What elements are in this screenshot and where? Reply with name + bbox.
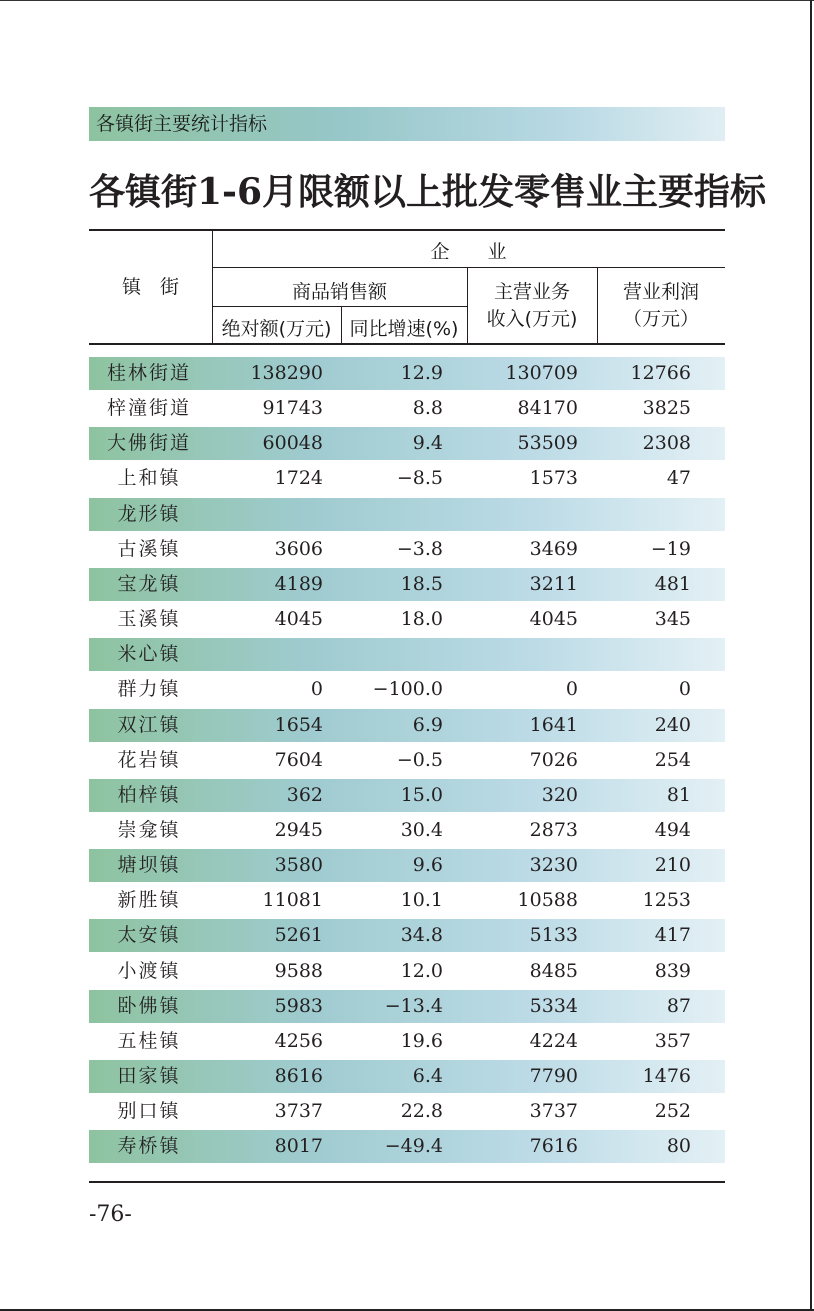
profit-value: 1253	[642, 889, 691, 912]
sales-value: 8017	[274, 1135, 323, 1158]
header-group: 企 业	[430, 241, 507, 263]
header-row-label: 镇 街	[121, 276, 179, 298]
revenue-value: 84170	[517, 397, 578, 420]
revenue-value: 7026	[529, 748, 578, 771]
sales-value: 91743	[262, 397, 323, 420]
sales-value: 1724	[274, 467, 323, 490]
profit-value: 80	[666, 1135, 691, 1158]
table-row	[89, 849, 725, 882]
table-bottom-rule	[89, 1181, 725, 1183]
section-label: 各镇街主要统计指标	[89, 107, 725, 141]
revenue-value: 4045	[529, 608, 578, 631]
growth-value: 6.4	[412, 1065, 443, 1087]
row-name: 古溪镇	[117, 537, 181, 560]
revenue-value: 7616	[529, 1135, 578, 1158]
revenue-value: 3211	[529, 572, 578, 595]
table-row	[89, 603, 725, 636]
profit-value: 47	[666, 467, 691, 490]
profit-value: 345	[654, 608, 691, 631]
header-profit-line1: 营业利润	[622, 281, 699, 303]
row-name: 柏梓镇	[117, 783, 181, 806]
row-name: 卧佛镇	[117, 994, 181, 1017]
sales-value: 3737	[274, 1100, 323, 1123]
page-number: -76-	[89, 1202, 132, 1227]
growth-value: −3.8	[396, 537, 443, 560]
table-row	[89, 1130, 725, 1163]
profit-value: 12766	[630, 362, 691, 384]
profit-value: 839	[654, 959, 691, 982]
sales-value: 362	[286, 783, 323, 806]
growth-value: 12.0	[400, 959, 443, 982]
row-name: 桂林街道	[106, 362, 191, 384]
header-revenue-line2: 收入(万元)	[486, 308, 578, 330]
profit-value: 494	[654, 818, 691, 841]
profit-value: 87	[666, 994, 691, 1017]
growth-value: −100.0	[372, 678, 443, 701]
growth-value: 19.6	[400, 1029, 443, 1052]
table-row	[89, 814, 725, 847]
sales-value: 11081	[262, 889, 323, 912]
revenue-value: 8485	[529, 959, 578, 982]
page-frame-right	[810, 0, 812, 1311]
revenue-value: 53509	[517, 432, 578, 455]
sales-value: 2945	[274, 818, 323, 841]
header-sales: 商品销售额	[291, 281, 387, 303]
table-row	[89, 568, 725, 601]
growth-value: −49.4	[384, 1135, 443, 1158]
sales-value: 3580	[274, 854, 323, 877]
profit-value: 1476	[642, 1065, 691, 1087]
row-name: 双江镇	[117, 713, 181, 736]
page-frame-top	[0, 0, 814, 1]
sales-value: 4256	[274, 1029, 323, 1052]
growth-value: 18.5	[400, 572, 443, 595]
growth-value: −13.4	[384, 994, 443, 1017]
sales-value: 3606	[274, 537, 323, 560]
profit-value: 2308	[642, 432, 691, 455]
sales-value: 4189	[274, 572, 323, 595]
table-row	[89, 1095, 725, 1128]
growth-value: 10.1	[400, 889, 443, 912]
sales-value: 60048	[262, 432, 323, 455]
table-row	[89, 1025, 725, 1058]
growth-value: −0.5	[396, 748, 443, 771]
growth-value: 9.4	[412, 432, 443, 455]
profit-value: −19	[650, 537, 691, 560]
row-name: 崇龛镇	[117, 818, 181, 841]
revenue-value: 3469	[529, 537, 578, 560]
table-row	[89, 638, 725, 671]
table-row	[89, 392, 725, 425]
sales-value: 8616	[274, 1065, 323, 1087]
table-row	[89, 990, 725, 1023]
growth-value: 30.4	[400, 818, 443, 841]
table-row	[89, 955, 725, 988]
growth-value: −8.5	[396, 467, 443, 490]
row-name: 花岩镇	[117, 748, 181, 771]
sales-value: 9588	[274, 959, 323, 982]
header-profit-line2: （万元）	[622, 308, 699, 330]
row-name: 寿桥镇	[117, 1135, 181, 1158]
sales-value: 4045	[274, 608, 323, 631]
table-row	[89, 1060, 725, 1093]
group-underline	[212, 267, 725, 268]
growth-value: 15.0	[400, 783, 443, 806]
sales-value: 1654	[274, 713, 323, 736]
row-name: 玉溪镇	[117, 608, 181, 631]
profit-value: 252	[654, 1100, 691, 1123]
table-row	[89, 427, 725, 460]
row-name: 群力镇	[117, 678, 181, 701]
table-row	[89, 884, 725, 917]
profit-value: 481	[654, 572, 691, 595]
growth-value: 22.8	[400, 1100, 443, 1123]
table-row	[89, 779, 725, 812]
row-name: 别口镇	[117, 1100, 181, 1123]
row-name: 米心镇	[117, 643, 181, 666]
revenue-value: 7790	[529, 1065, 578, 1087]
revenue-value: 320	[541, 783, 578, 806]
table-row	[89, 498, 725, 531]
growth-value: 34.8	[400, 924, 443, 947]
row-name: 上和镇	[117, 467, 181, 490]
row-name: 龙形镇	[117, 502, 181, 525]
sales-underline	[212, 306, 467, 307]
profit-value: 210	[654, 854, 691, 877]
row-name: 梓潼街道	[106, 397, 191, 420]
table-row	[89, 919, 725, 952]
profit-value: 417	[654, 924, 691, 947]
growth-value: 9.6	[412, 854, 443, 877]
row-name: 田家镇	[117, 1065, 181, 1087]
revenue-value: 5334	[529, 994, 578, 1017]
table-row	[89, 462, 725, 495]
profit-value: 254	[654, 748, 691, 771]
sales-value: 5983	[274, 994, 323, 1017]
header-sales-growth: 同比增速(%)	[349, 318, 459, 340]
profit-value: 357	[654, 1029, 691, 1052]
profit-value: 0	[678, 678, 691, 701]
page-title: 各镇街1-6月限额以上批发零售业主要指标	[89, 171, 767, 213]
revenue-value: 2873	[529, 818, 578, 841]
revenue-value: 1641	[529, 713, 578, 736]
revenue-value: 3737	[529, 1100, 578, 1123]
revenue-value: 0	[565, 678, 578, 701]
header-revenue-line1: 主营业务	[493, 281, 570, 303]
header-sales-abs: 绝对额(万元)	[221, 318, 332, 340]
table-row	[89, 709, 725, 742]
row-name: 新胜镇	[117, 889, 181, 912]
revenue-value: 5133	[529, 924, 578, 947]
revenue-value: 1573	[529, 467, 578, 490]
sales-value: 0	[310, 678, 323, 701]
profit-value: 3825	[642, 397, 691, 420]
row-name: 小渡镇	[117, 959, 181, 982]
row-name: 太安镇	[117, 924, 181, 947]
sales-value: 138290	[250, 362, 323, 384]
growth-value: 8.8	[412, 397, 443, 420]
growth-value: 6.9	[412, 713, 443, 736]
revenue-value: 10588	[517, 889, 578, 912]
row-name: 大佛街道	[106, 432, 191, 455]
profit-value: 81	[666, 783, 691, 806]
growth-value: 12.9	[400, 362, 443, 384]
revenue-value: 4224	[529, 1029, 578, 1052]
growth-value: 18.0	[400, 608, 443, 631]
revenue-value: 3230	[529, 854, 578, 877]
table-top-rule	[89, 229, 725, 231]
table-row	[89, 673, 725, 706]
profit-value: 240	[654, 713, 691, 736]
table-row	[89, 744, 725, 777]
sales-value: 7604	[274, 748, 323, 771]
row-name: 宝龙镇	[117, 572, 181, 595]
revenue-value: 130709	[505, 362, 578, 384]
table-row	[89, 357, 725, 390]
header-bottom-rule	[89, 343, 725, 345]
row-name: 塘坝镇	[117, 854, 181, 877]
sales-value: 5261	[274, 924, 323, 947]
table-row	[89, 533, 725, 566]
row-name: 五桂镇	[117, 1029, 181, 1052]
